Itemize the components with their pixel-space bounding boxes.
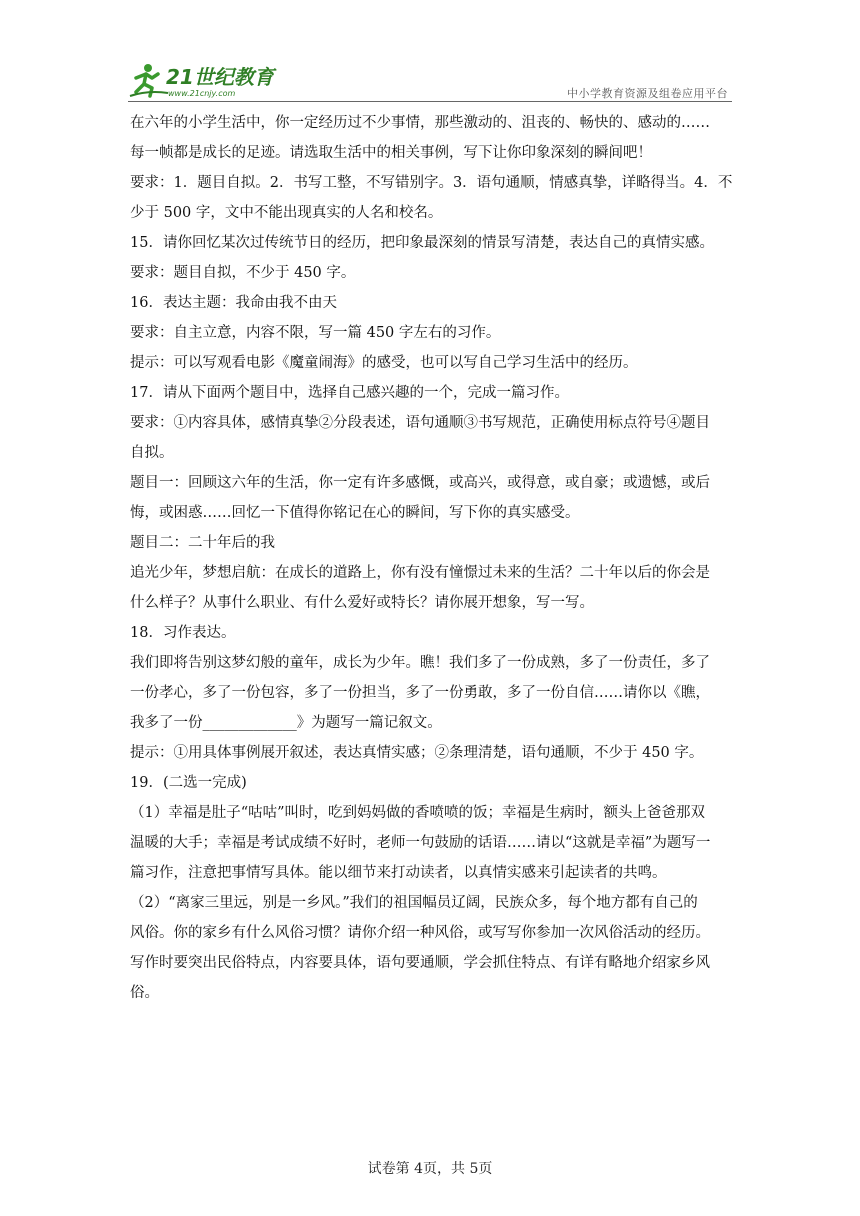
question-17: 17．请从下面两个题目中，选择自己感兴趣的一个，完成一篇习作。	[130, 385, 569, 401]
text-line: 要求：自主立意，内容不限，写一篇 450 字左右的习作。	[130, 325, 501, 341]
text-line: 什么样子？从事什么职业、有什么爱好或特长？请你展开想象，写一写。	[130, 595, 594, 611]
text-line: 写作时要突出民俗特点，内容要具体，语句要通顺，学会抓住特点、有详有略地介绍家乡风	[130, 955, 710, 971]
text-line: 篇习作，注意把事情写具体。能以细节来打动读者，以真情实感来引起读者的共鸣。	[130, 865, 667, 881]
page-footer: 试卷第 4页，共 5页	[367, 1161, 493, 1177]
text-line: 每一帧都是成长的足迹。请选取生活中的相关事例，写下让你印象深刻的瞬间吧！	[130, 145, 652, 161]
text-line: 一份孝心，多了一份包容，多了一份担当，多了一份勇敢，多了一份自信……请你以《瞧，	[130, 685, 710, 701]
svg-text:21世纪教育: 21世纪教育	[166, 65, 274, 89]
text-line: 我们即将告别这梦幻般的童年，成长为少年。瞧！我们多了一份成熟，多了一份责任，多了	[130, 655, 710, 671]
header-divider	[128, 101, 732, 102]
text-line: （2）“离家三里远，别是一乡风。”我们的祖国幅员辽阔，民族众多，每个地方都有自己的	[130, 895, 698, 911]
text-line: 要求：题目自拟，不少于 450 字。	[130, 265, 356, 281]
page-header	[128, 60, 732, 102]
question-18: 18．习作表达。	[130, 625, 236, 641]
text-line: 悔，或困惑……回忆一下值得你铭记在心的瞬间，写下你的真实感受。	[130, 505, 580, 521]
text-line: 要求：1．题目自拟。2．书写工整，不写错别字。3．语句通顺，情感真挚，详略得当。4．不	[130, 175, 733, 191]
question-15: 15．请你回忆某次过传统节日的经历，把印象最深刻的情景写清楚，表达自己的真情实感。	[130, 235, 714, 251]
text-line: 温暖的大手；幸福是考试成绩不好时，老师一句鼓励的话语……请以“这就是幸福”为题写一	[130, 835, 711, 851]
text-line: 俗。	[130, 985, 159, 1001]
text-line: 题目一：回顾这六年的生活，你一定有许多感慨，或高兴，或得意，或自豪；或遗憾，或后	[130, 475, 710, 491]
text-line: （1）幸福是肚子“咕咕”叫时，吃到妈妈做的香喷喷的饭；幸福是生病时，额头上爸爸那双	[130, 805, 706, 821]
text-line: 追光少年，梦想启航：在成长的道路上，你有没有憧憬过未来的生活？二十年以后的你会是	[130, 565, 710, 581]
text-line: 少于 500 字，文中不能出现真实的人名和校名。	[130, 205, 443, 221]
logo	[128, 60, 278, 100]
text-line: 要求：①内容具体，感情真挚②分段表述，语句通顺③书写规范，正确使用标点符号④题目	[130, 415, 710, 431]
text-line: 题目二：二十年后的我	[130, 535, 275, 551]
text-line: 在六年的小学生活中，你一定经历过不少事情，那些激动的、沮丧的、畅快的、感动的……	[130, 115, 710, 131]
text-line: 自拟。	[130, 445, 174, 461]
svg-text:www.21cnjy.com: www.21cnjy.com	[168, 89, 236, 98]
text-line: 提示：可以写观看电影《魔童闹海》的感受，也可以写自己学习生活中的经历。	[130, 355, 638, 371]
platform-label: 中小学教育资源及组卷应用平台	[567, 87, 728, 100]
question-16: 16．表达主题：我命由我不由天	[130, 295, 337, 311]
text-line: 风俗。你的家乡有什么风俗习惯？请你介绍一种风俗，或写写你参加一次风俗活动的经历。	[130, 925, 710, 941]
runner-logo-icon	[128, 60, 278, 100]
question-19: 19．(二选一完成)	[130, 775, 247, 791]
document-body	[130, 108, 734, 1008]
text-line: 我多了一份_____________》为题写一篇记叙文。	[130, 715, 442, 731]
text-line: 提示：①用具体事例展开叙述，表达真情实感；②条理清楚，语句通顺，不少于 450 字。	[130, 745, 704, 761]
